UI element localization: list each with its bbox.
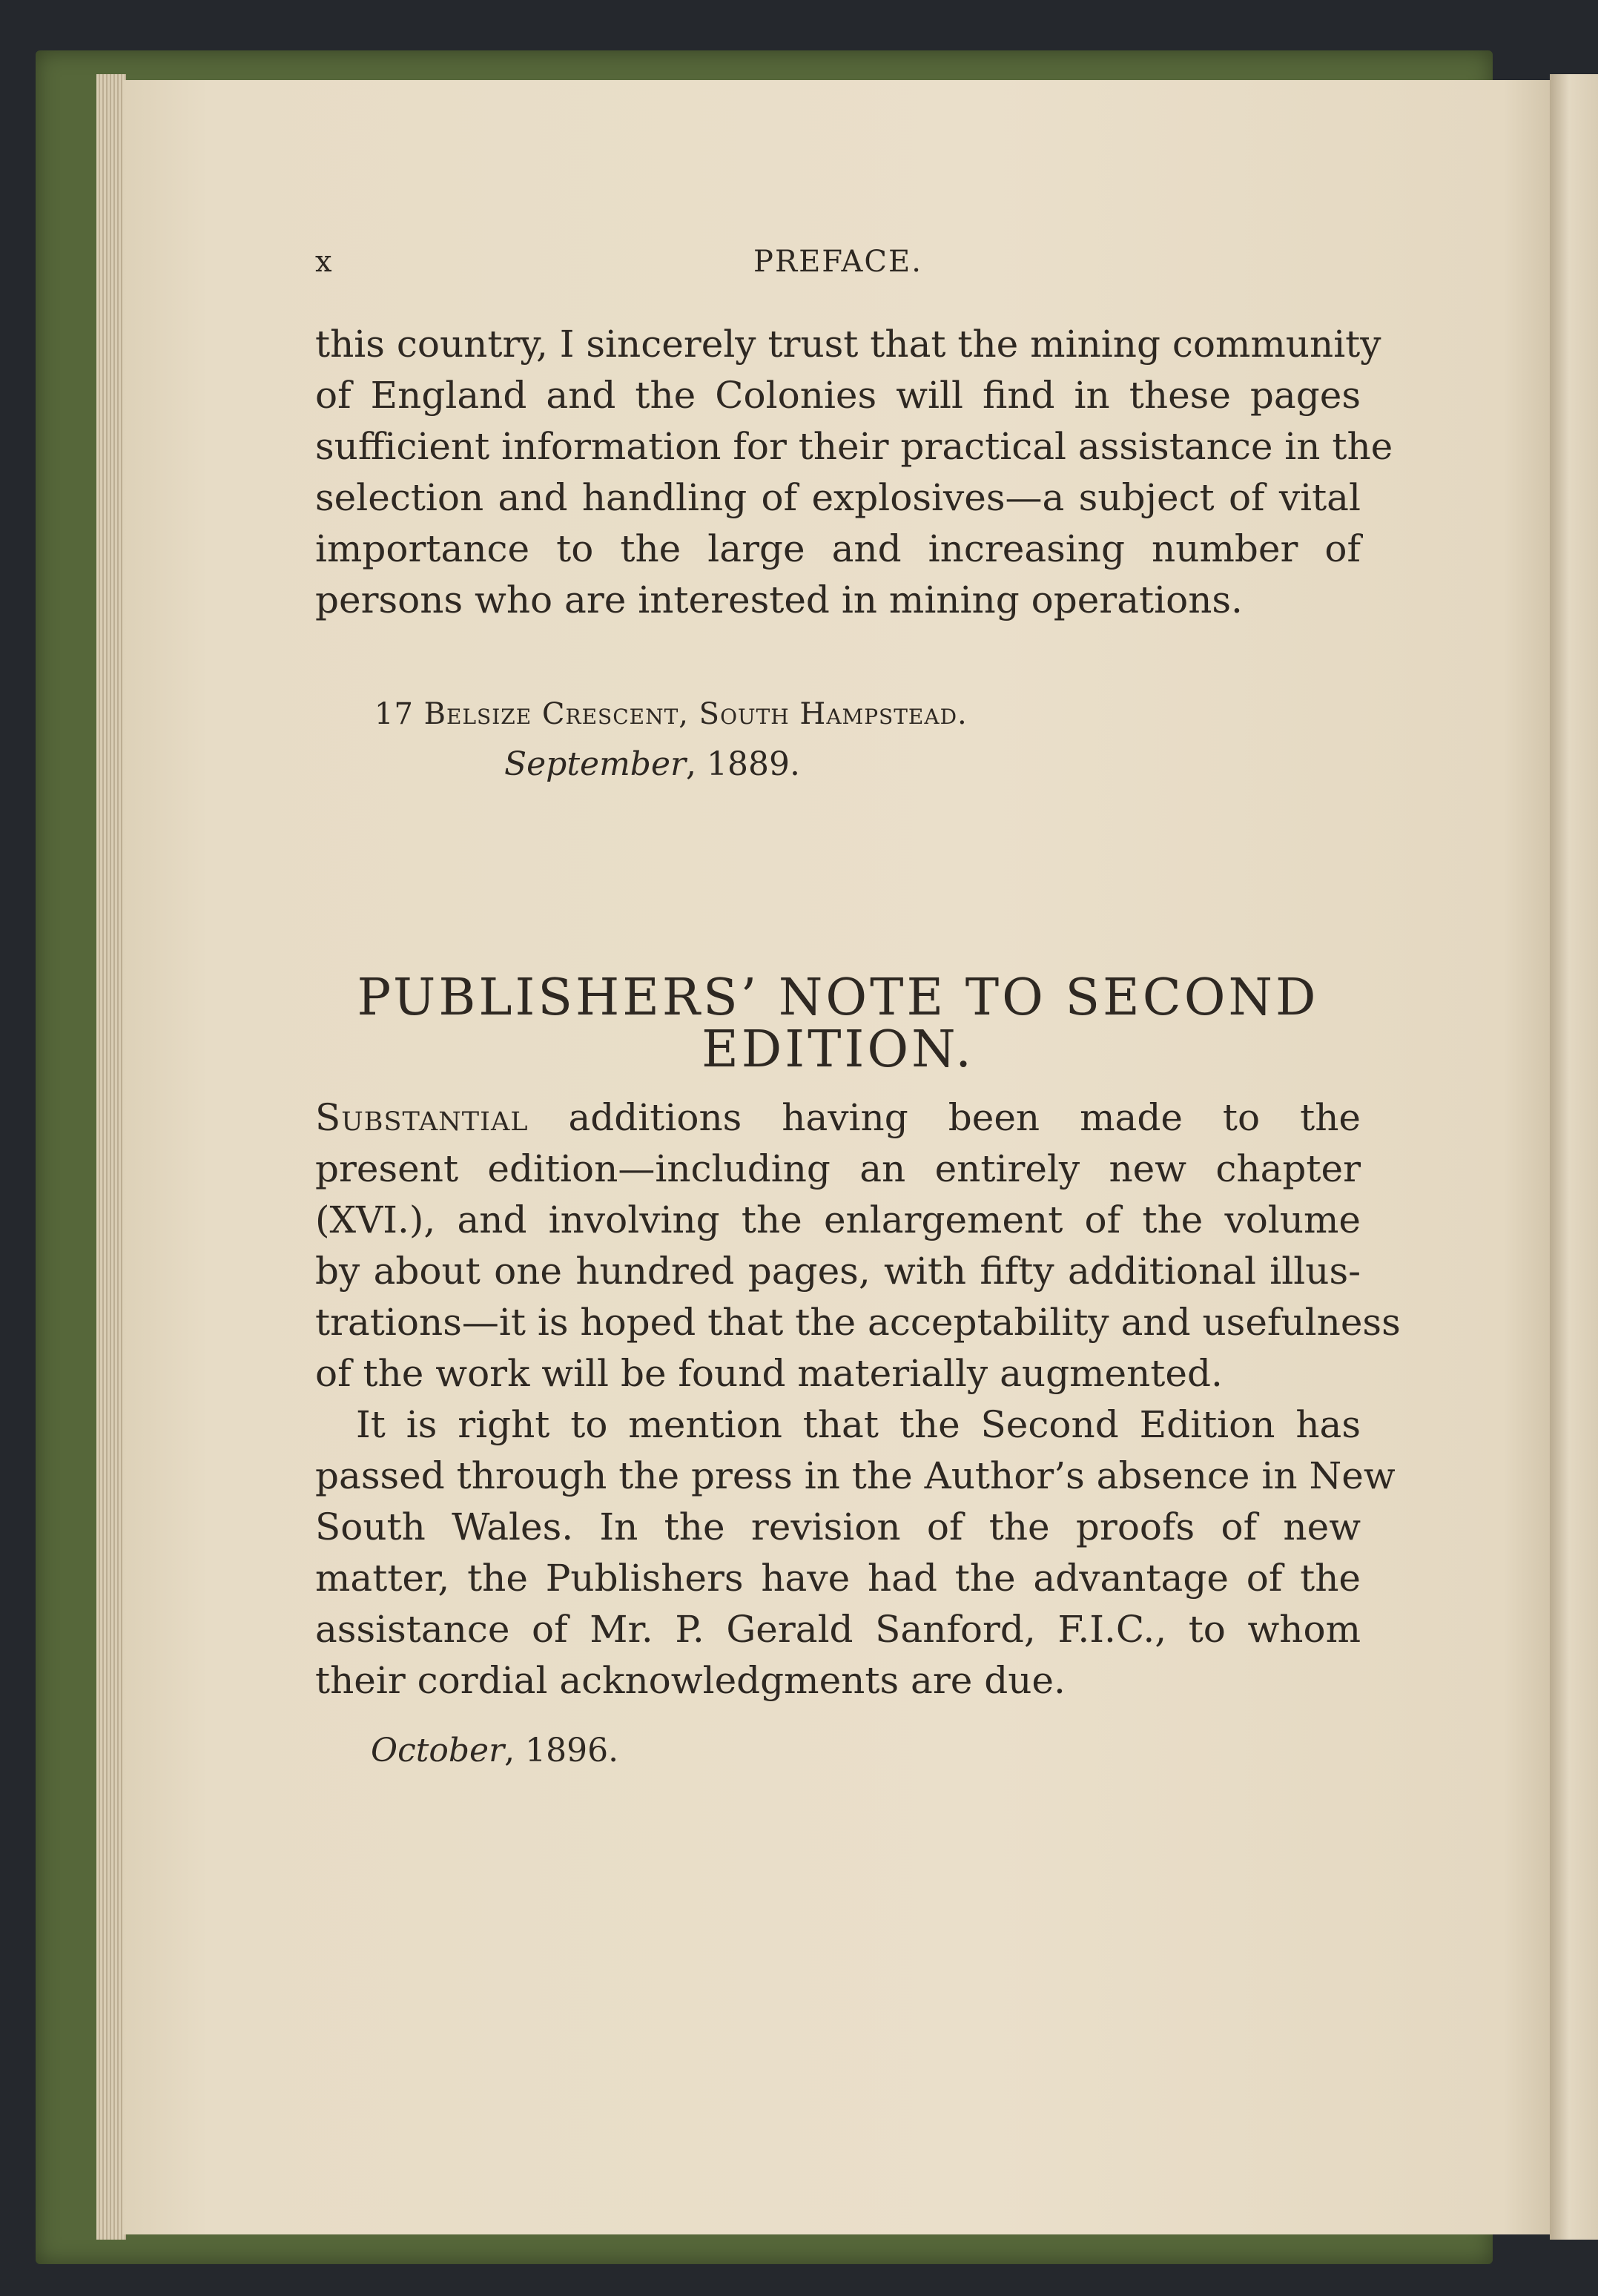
text-line: matter, the Publishers have had the advantage of the <box>315 1557 1361 1600</box>
text-line: trations—it is hoped that the acceptability and usefulness <box>315 1301 1401 1344</box>
text-line: (XVI.), and involving the enlargement of the volume <box>315 1198 1361 1241</box>
drop-word: Substantial <box>315 1096 529 1139</box>
author-address: 17 Belsize Crescent, South Hampstead. <box>374 697 968 731</box>
text-line: their cordial acknowledgments are due. <box>315 1659 1066 1702</box>
preface-paragraph <box>315 319 1393 626</box>
text-line: assistance of Mr. P. Gerald Sanford, F.I.C., to whom <box>315 1608 1361 1651</box>
line-rest: additions having been made to the <box>528 1096 1361 1139</box>
text-line: South Wales. In the revision of the proofs of new <box>315 1505 1361 1548</box>
text-line: present edition—including an entirely new chapter <box>315 1147 1361 1190</box>
date-month: October <box>371 1732 505 1769</box>
text-line: passed through the press in the Author’s absence in New <box>315 1454 1396 1497</box>
text-line: sufficient information for their practical assistance in the <box>315 425 1393 468</box>
note-date <box>371 1732 618 1769</box>
running-title: PREFACE. <box>753 245 922 279</box>
facing-page-edge <box>1550 74 1598 2240</box>
title-line: PUBLISHERS’ NOTE TO SECOND <box>357 969 1319 1028</box>
text-line: persons who are interested in mining operations. <box>315 578 1243 621</box>
text-line: It is right to mention that the Second Edition has <box>356 1403 1361 1446</box>
note-paragraph-1 <box>315 1092 1401 1399</box>
text-line: of the work will be found materially augmented. <box>315 1352 1223 1395</box>
preface-date <box>504 745 800 783</box>
date-month: September <box>504 745 687 783</box>
text-line: selection and handling of explosives—a subject of vital <box>315 476 1361 519</box>
text-line: by about one hundred pages, with fifty additional illus- <box>315 1250 1361 1293</box>
note-paragraph-2 <box>315 1399 1396 1706</box>
section-title <box>315 969 1361 1080</box>
page-number: x <box>315 245 334 279</box>
page-edges <box>96 74 126 2240</box>
text-line: of England and the Colonies will find in these pages <box>315 374 1361 417</box>
date-year: , 1896. <box>504 1732 619 1769</box>
text-line: importance to the large and increasing number of <box>315 527 1361 570</box>
text-line <box>315 1092 1361 1144</box>
text-line: this country, I sincerely trust that the mining community <box>315 323 1381 366</box>
date-year: , 1889. <box>686 745 800 783</box>
title-line: EDITION. <box>701 1020 974 1080</box>
